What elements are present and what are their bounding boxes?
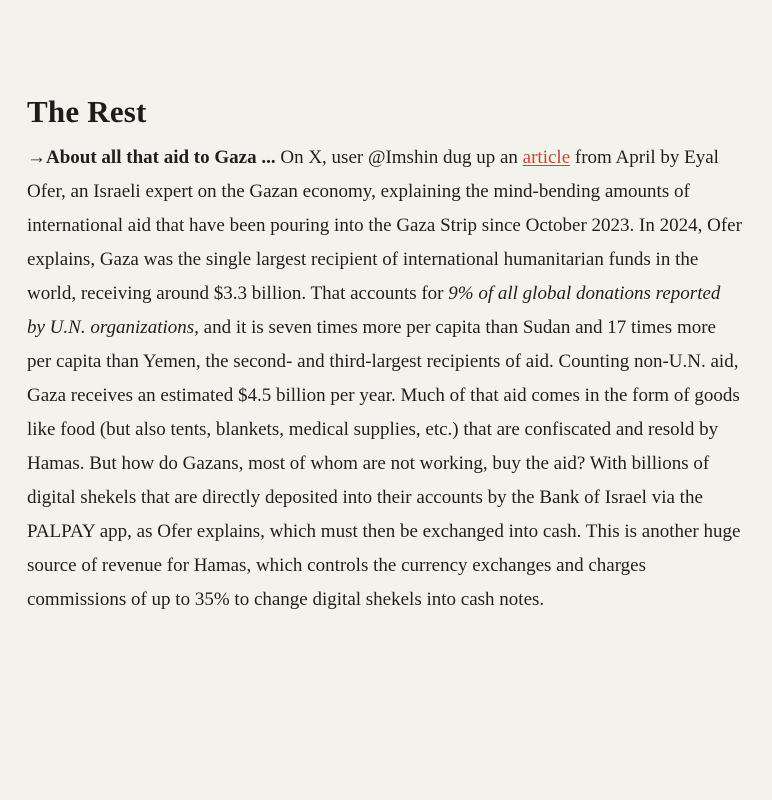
article-link[interactable]: article: [522, 147, 571, 168]
paragraph-text: , and it is seven times more per capita than Sudan and 17 times more per capita than Yemen, the second- and third-largest recipients of aid. Counting non-U.N. aid, Gaza receives an estimated $4.5 billion per year. Much of that aid comes in the form of goods like food (but also tents, blankets, medical supplies, etc.) that are confiscated and resold by Hamas. But how do Gazans, most of whom are not working, buy the aid? With billions of digital shekels that are directly deposited into their accounts by the Bank of Israel via the PALPAY app, as Ofer explains, which must then be exchanged into cash. This is another huge source of revenue for Hamas, which controls the currency exchanges and charges commissions of up to 35% to change digital shekels into cash notes.: [27, 317, 741, 610]
paragraph-text: On X, user @Imshin dug up an: [280, 147, 523, 168]
paragraph-text: from April by Eyal Ofer, an Israeli expert on the Gazan economy, explaining the mind-bending amounts of international aid that have been pouring into the Gaza Strip since October 2023. In 2024, Ofer explains, Gaza was the single largest recipient of international humanitarian funds in the world, receiving around $3.3 billion. That accounts for: [27, 147, 742, 304]
paragraph-lead-bold: →About all that aid to Gaza ...: [27, 147, 281, 168]
article-paragraph: [27, 141, 743, 617]
paragraph-italic-text: 9% of all global donations reported by U.N. organizations: [27, 283, 721, 338]
section-title: The Rest: [27, 94, 147, 129]
